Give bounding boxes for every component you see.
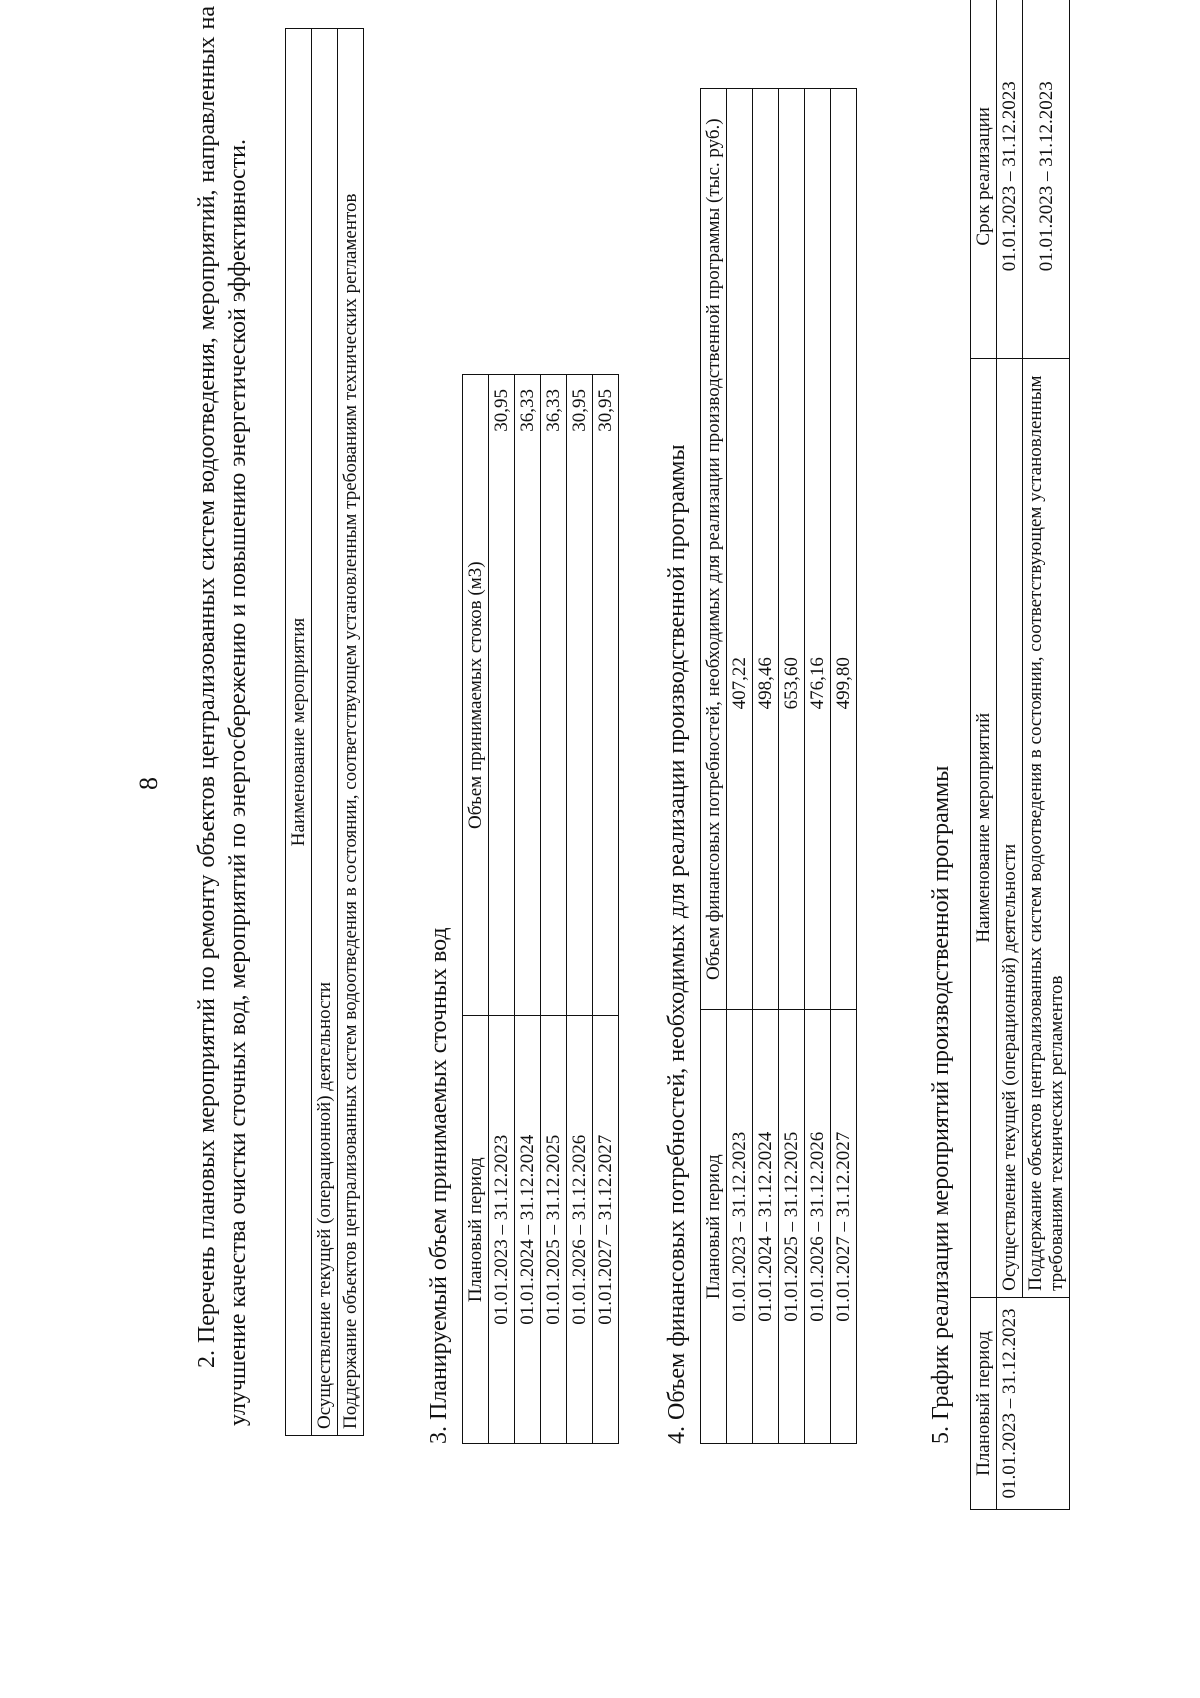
term-header: Срок реализации: [971, 0, 997, 358]
table-row-period: 01.01.2025 – 31.12.2025: [541, 1016, 567, 1444]
period-header: Плановый период: [971, 1297, 997, 1509]
table-row-value: 499,80: [831, 89, 857, 1010]
table-row-value: 498,46: [753, 89, 779, 1010]
table-row-period: 01.01.2023 – 31.12.2023: [489, 1016, 515, 1444]
section-2-heading: [192, 6, 254, 1426]
period-header: Плановый период: [701, 1010, 727, 1444]
page-number: 8: [134, 777, 163, 790]
section-2-text: 2. Перечень плановых мероприятий по ремонту объектов централизованных систем водоотведения, мероприятий, направленных на улучшение качества очистки сточных вод, мероприятий по энергосбережению и повышению энергетической эффективности.: [194, 6, 251, 1426]
table-row-period: 01.01.2025 – 31.12.2025: [779, 1010, 805, 1444]
table-row-period: 01.01.2024 – 31.12.2024: [515, 1016, 541, 1444]
table-row-value: 36,33: [541, 375, 567, 1016]
schedule-table: [970, 0, 1070, 1510]
period-header: Плановый период: [463, 1016, 489, 1444]
measures-header: Наименование мероприятий: [971, 358, 997, 1297]
table-row-value: 30,95: [489, 375, 515, 1016]
financial-header: Объем финансовых потребностей, необходимых для реализации производственной программы (тыс. руб.): [701, 89, 727, 1010]
table-row-value: 476,16: [805, 89, 831, 1010]
table-row-value: 407,22: [727, 89, 753, 1010]
table-row-value: 653,60: [779, 89, 805, 1010]
table-row-period: 01.01.2023 – 31.12.2023: [727, 1010, 753, 1444]
measures-header: Наименование мероприятия: [286, 29, 312, 1436]
schedule-period: 01.01.2023 – 31.12.2023: [997, 1297, 1070, 1509]
measures-row: Поддержание объектов централизованных систем водоотведения в состоянии, соответствующем установленным требованиям технических регламентов: [338, 29, 364, 1436]
measures-table: [285, 28, 364, 1436]
table-row-period: 01.01.2027 – 31.12.2027: [593, 1016, 619, 1444]
financial-needs-table: [700, 88, 857, 1444]
schedule-measure: Поддержание объектов централизованных систем водоотведения в состоянии, соответствующем установленным требованиям технических регламентов: [1023, 358, 1070, 1297]
table-row-period: 01.01.2027 – 31.12.2027: [831, 1010, 857, 1444]
table-row-value: 30,95: [593, 375, 619, 1016]
volume-header: Объем принимаемых стоков (м3): [463, 375, 489, 1016]
table-row-value: 30,95: [567, 375, 593, 1016]
section-5-title: 5. График реализации мероприятий производственной программы: [928, 765, 954, 1444]
schedule-term: 01.01.2023 – 31.12.2023: [997, 0, 1023, 358]
section-3-title: 3. Планируемый объем принимаемых сточных вод: [426, 927, 452, 1444]
wastewater-volume-table: [462, 374, 619, 1444]
schedule-term: 01.01.2023 – 31.12.2023: [1023, 0, 1070, 358]
schedule-measure: Осуществление текущей (операционной) деятельности: [997, 358, 1023, 1297]
measures-row: Осуществление текущей (операционной) деятельности: [312, 29, 338, 1436]
table-row-value: 36,33: [515, 375, 541, 1016]
section-4-title: 4. Объем финансовых потребностей, необходимых для реализации производственной программы: [664, 444, 690, 1444]
table-row-period: 01.01.2024 – 31.12.2024: [753, 1010, 779, 1444]
table-row-period: 01.01.2026 – 31.12.2026: [567, 1016, 593, 1444]
table-row-period: 01.01.2026 – 31.12.2026: [805, 1010, 831, 1444]
